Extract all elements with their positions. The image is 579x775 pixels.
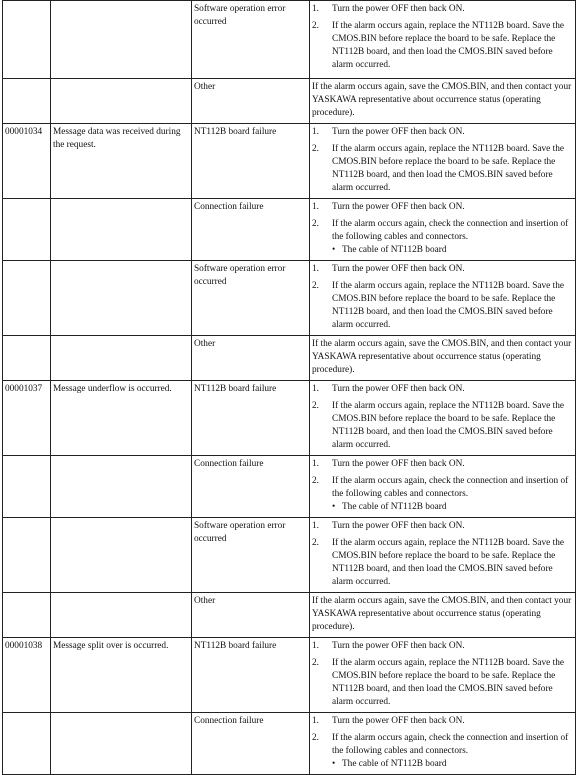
step-number: 2. (312, 280, 319, 291)
sub-bullet-text: The cable of NT112B board (342, 759, 447, 770)
step-text: If the alarm occurs again, replace the NT112B board. Save the CMOS.BIN before replace the board to be safe. Replace the NT112B board, and then load the CMOS.BIN saved before alarm occurred. (332, 280, 564, 331)
cause-cell: Connection failure (192, 199, 310, 261)
step-number: 2. (312, 537, 319, 548)
cause-cell: Software operation error occurred (192, 518, 310, 593)
step-number: 1. (312, 521, 319, 531)
remedy-step (312, 640, 573, 653)
step-text: If the alarm occurs again, replace the NT112B board. Save the CMOS.BIN before replace the board to be safe. Replace the NT112B board, and then load the CMOS.BIN saved before alarm occurred. (332, 20, 564, 71)
sub-bullet-text: The cable of NT112B board (342, 245, 447, 256)
step-text: Turn the power OFF then back ON. (332, 384, 465, 394)
remedy-steps (312, 715, 573, 771)
alarm-number-cell (3, 261, 51, 336)
step-text: Turn the power OFF then back ON. (332, 127, 465, 137)
remedy-cell (310, 713, 576, 775)
alarm-table-body (3, 1, 576, 775)
alarm-number-cell (3, 1, 51, 79)
remedy-cell (310, 199, 576, 261)
step-text: Turn the power OFF then back ON. (332, 521, 465, 531)
alarm-message-cell (51, 713, 192, 775)
remedy-step (312, 657, 573, 710)
step-number: 1. (312, 202, 319, 212)
table-row (3, 1, 576, 79)
remedy-step (312, 715, 573, 728)
remedy-steps (312, 383, 573, 453)
alarm-message-cell: Message split over is occurred. (51, 638, 192, 713)
cause-cell: Other (192, 336, 310, 381)
step-text: If the alarm occurs again, check the connection and insertion of the following cables and connectors. (332, 475, 569, 499)
alarm-number-cell: 00001034 (3, 124, 51, 199)
sub-bullet-list (332, 244, 573, 257)
remedy-step (312, 537, 573, 590)
cause-cell: NT112B board failure (192, 124, 310, 199)
remedy-steps (312, 201, 573, 257)
alarm-number-cell (3, 456, 51, 518)
table-row (3, 638, 576, 713)
step-number: 1. (312, 127, 319, 137)
alarm-message-cell (51, 593, 192, 638)
alarm-message-cell (51, 456, 192, 518)
remedy-cell (310, 381, 576, 456)
remedy-step (312, 263, 573, 276)
table-row (3, 713, 576, 775)
sub-bullet-item (332, 758, 573, 771)
cause-cell: Other (192, 593, 310, 638)
remedy-cell (310, 261, 576, 336)
remedy-cell (310, 336, 576, 381)
remedy-cell (310, 456, 576, 518)
remedy-cell (310, 638, 576, 713)
step-number: 1. (312, 459, 319, 469)
step-number: 2. (312, 475, 319, 486)
remedy-cell (310, 1, 576, 79)
table-row (3, 456, 576, 518)
cause-cell: Software operation error occurred (192, 1, 310, 79)
remedy-step (312, 126, 573, 139)
step-text: If the alarm occurs again, replace the NT112B board. Save the CMOS.BIN before replace the board to be safe. Replace the NT112B board, and then load the CMOS.BIN saved before alarm occurred. (332, 400, 564, 451)
step-number: 1. (312, 264, 319, 274)
alarm-message-cell: Message data was received during the request. (51, 124, 192, 199)
table-row (3, 518, 576, 593)
cause-cell: Connection failure (192, 456, 310, 518)
step-text: If the alarm occurs again, replace the NT112B board. Save the CMOS.BIN before replace the board to be safe. Replace the NT112B board, and then load the CMOS.BIN saved before alarm occurred. (332, 537, 564, 588)
table-row (3, 593, 576, 638)
remedy-step (312, 400, 573, 453)
alarm-table (2, 0, 576, 775)
step-number: 1. (312, 4, 319, 14)
remedy-steps (312, 3, 573, 73)
alarm-number-cell (3, 518, 51, 593)
step-text: Turn the power OFF then back ON. (332, 202, 465, 212)
alarm-number-cell (3, 713, 51, 775)
step-text: Turn the power OFF then back ON. (332, 4, 465, 14)
bullet-glyph: • (332, 245, 336, 256)
alarm-message-cell (51, 1, 192, 79)
remedy-step (312, 383, 573, 396)
step-number: 2. (312, 20, 319, 31)
step-number: 1. (312, 641, 319, 651)
table-row (3, 261, 576, 336)
remedy-steps (312, 640, 573, 710)
remedy-step (312, 520, 573, 533)
alarm-message-cell (51, 199, 192, 261)
sub-bullet-list (332, 758, 573, 771)
step-number: 1. (312, 384, 319, 394)
remedy-steps (312, 263, 573, 333)
remedy-steps (312, 126, 573, 196)
alarm-message-cell: Message underflow is occurred. (51, 381, 192, 456)
remedy-step (312, 280, 573, 333)
remedy-steps (312, 458, 573, 514)
table-row (3, 199, 576, 261)
cause-cell: NT112B board failure (192, 638, 310, 713)
remedy-step (312, 475, 573, 515)
remedy-step (312, 3, 573, 16)
alarm-message-cell (51, 518, 192, 593)
step-number: 2. (312, 657, 319, 668)
sub-bullet-item (332, 244, 573, 257)
table-row (3, 381, 576, 456)
alarm-number-cell (3, 336, 51, 381)
table-row (3, 124, 576, 199)
alarm-message-cell (51, 79, 192, 124)
remedy-text: If the alarm occurs again, save the CMOS.BIN, and then contact your YASKAWA representative about occurrence status (operating procedure). (312, 339, 572, 376)
step-text: Turn the power OFF then back ON. (332, 641, 465, 651)
remedy-cell (310, 518, 576, 593)
remedy-step (312, 218, 573, 258)
sub-bullet-text: The cable of NT112B board (342, 502, 447, 513)
remedy-steps (312, 520, 573, 590)
alarm-number-cell (3, 79, 51, 124)
bullet-glyph: • (332, 502, 336, 513)
remedy-step (312, 20, 573, 73)
remedy-text: If the alarm occurs again, save the CMOS.BIN, and then contact your YASKAWA representative about occurrence status (operating procedure). (312, 82, 572, 119)
cause-cell: NT112B board failure (192, 381, 310, 456)
step-text: Turn the power OFF then back ON. (332, 716, 465, 726)
step-number: 2. (312, 400, 319, 411)
alarm-number-cell: 00001038 (3, 638, 51, 713)
table-row (3, 79, 576, 124)
step-text: If the alarm occurs again, check the connection and insertion of the following cables and connectors. (332, 218, 569, 242)
remedy-step (312, 143, 573, 196)
step-number: 2. (312, 143, 319, 154)
step-number: 2. (312, 218, 319, 229)
step-text: If the alarm occurs again, replace the NT112B board. Save the CMOS.BIN before replace the board to be safe. Replace the NT112B board, and then load the CMOS.BIN saved before alarm occurred. (332, 657, 564, 708)
cause-cell: Software operation error occurred (192, 261, 310, 336)
step-text: Turn the power OFF then back ON. (332, 264, 465, 274)
alarm-message-cell (51, 261, 192, 336)
step-text: If the alarm occurs again, replace the NT112B board. Save the CMOS.BIN before replace the board to be safe. Replace the NT112B board, and then load the CMOS.BIN saved before alarm occurred. (332, 143, 564, 194)
alarm-number-cell (3, 199, 51, 261)
remedy-cell (310, 593, 576, 638)
table-row (3, 336, 576, 381)
remedy-step (312, 201, 573, 214)
alarm-message-cell (51, 336, 192, 381)
step-text: Turn the power OFF then back ON. (332, 459, 465, 469)
cause-cell: Connection failure (192, 713, 310, 775)
alarm-number-cell: 00001037 (3, 381, 51, 456)
bullet-glyph: • (332, 759, 336, 770)
sub-bullet-item (332, 501, 573, 514)
step-text: If the alarm occurs again, check the connection and insertion of the following cables and connectors. (332, 732, 569, 756)
remedy-step (312, 458, 573, 471)
alarm-number-cell (3, 593, 51, 638)
remedy-step (312, 732, 573, 772)
sub-bullet-list (332, 501, 573, 514)
remedy-text: If the alarm occurs again, save the CMOS.BIN, and then contact your YASKAWA representative about occurrence status (operating procedure). (312, 596, 572, 633)
remedy-cell (310, 124, 576, 199)
step-number: 1. (312, 716, 319, 726)
remedy-cell (310, 79, 576, 124)
cause-cell: Other (192, 79, 310, 124)
step-number: 2. (312, 732, 319, 743)
